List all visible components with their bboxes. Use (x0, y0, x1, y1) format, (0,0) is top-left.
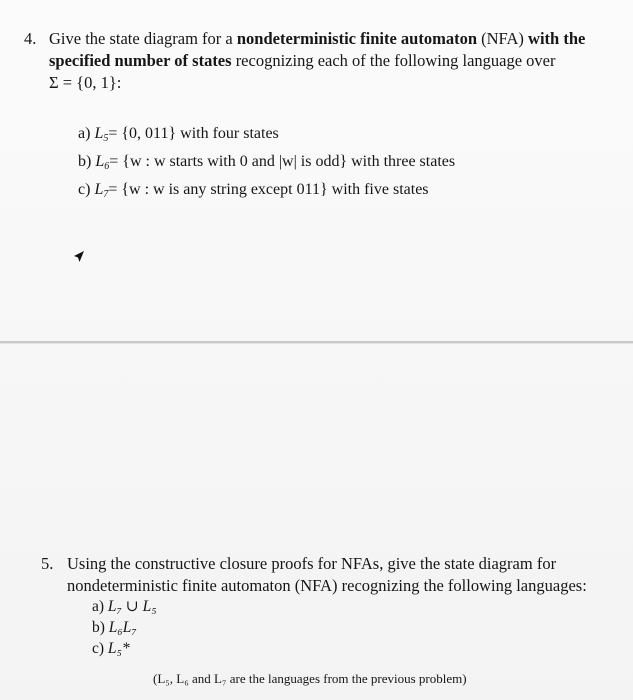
question-5-items (92, 596, 157, 659)
q4-text-pre: Give the state diagram for a (49, 29, 237, 48)
language-subscript: 7 (103, 189, 109, 200)
language-subscript: 6 (104, 161, 110, 172)
question-5-text: Using the constructive closure proofs for NFAs, give the state diagram for nondeterministic finite automaton (NFA) recognizing the following languages: (67, 554, 587, 595)
item-marker: a) (92, 598, 105, 615)
item-marker: c) (92, 640, 105, 657)
language-symbol: L (95, 153, 105, 170)
item-marker: c) (78, 181, 91, 198)
q4-text-post: recognizing each of the following language over (231, 51, 556, 70)
q4-text-bold2: with the specified number of states (49, 29, 586, 70)
alphabet-definition: Σ = {0, 1}: (49, 73, 122, 92)
language-expression: L₅* (107, 640, 130, 657)
mouse-pointer-icon (72, 250, 86, 266)
language-symbol: L (94, 181, 104, 198)
q4-text-mid: (NFA) (477, 29, 529, 48)
list-item (78, 150, 455, 178)
list-item (92, 596, 157, 617)
item-marker: b) (92, 619, 105, 636)
language-symbol: L (94, 125, 104, 142)
language-subscript: 5 (103, 133, 109, 144)
list-item (92, 617, 157, 638)
item-marker: a) (78, 125, 91, 142)
question-4-items (78, 122, 455, 206)
language-expression: L₆L₇ (108, 619, 137, 636)
footnote: (L₅, L₆ and L₇ are the languages from the previous problem) (153, 671, 467, 686)
list-item (78, 178, 455, 206)
list-item (78, 122, 455, 150)
question-4-text (49, 28, 624, 72)
item-marker: b) (78, 153, 92, 170)
language-definition: = {0, 011} with four states (108, 125, 279, 142)
language-expression: L₇ ∪ L₅ (107, 598, 157, 615)
language-definition: = {w : w is any string except 011} with five states (108, 181, 429, 198)
page-divider (0, 341, 633, 343)
question-5-number: 5. (41, 554, 54, 573)
question-4-number: 4. (24, 29, 37, 48)
language-definition: = {w : w starts with 0 and |w| is odd} with three states (109, 153, 456, 170)
list-item (92, 638, 157, 659)
q4-text-bold1: nondeterministic finite automaton (236, 29, 477, 48)
